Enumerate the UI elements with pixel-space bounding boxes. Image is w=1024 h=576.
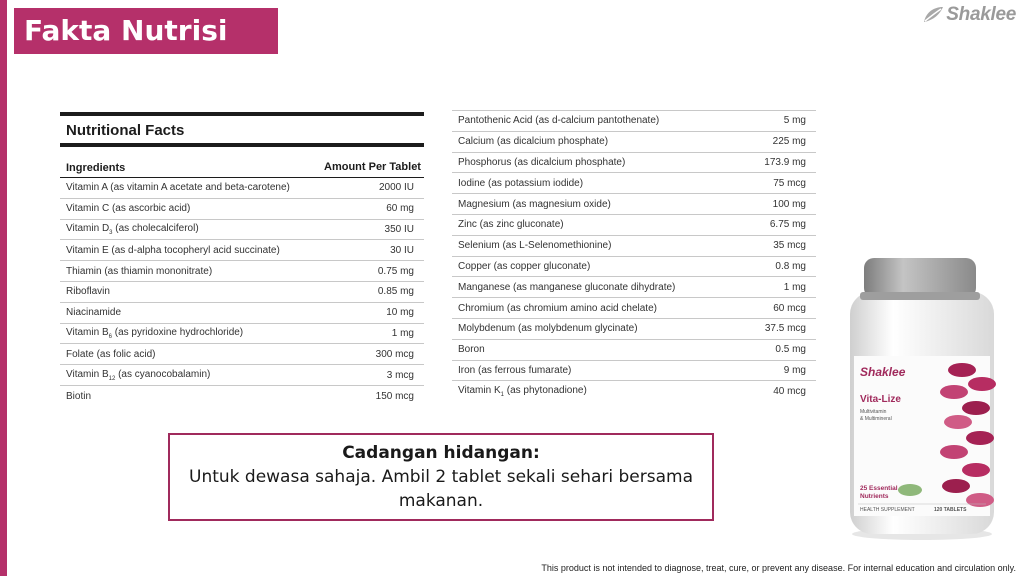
ingredient-name: Vitamin $B_6$ (as pyridoxine hydrochloride): [66, 326, 244, 340]
ingredient-amount: 0.75 mg: [377, 265, 414, 277]
table-row: [452, 111, 816, 132]
ingredient-name: Folate (as folic acid): [66, 348, 156, 360]
label-badge1: 25 Essential: [860, 485, 898, 492]
ingredient-amount: 60 mcg: [773, 302, 806, 314]
ingredient-name: Chromium (as chromium amino acid chelate): [458, 302, 657, 314]
table-row: [60, 178, 424, 199]
left-accent-bar: [0, 0, 7, 576]
ingredients-header: Ingredients: [66, 162, 126, 174]
table-row: [60, 324, 424, 345]
table-row: [60, 220, 424, 241]
ingredient-name: Zinc (as zinc gluconate): [458, 219, 564, 231]
table-row: [452, 257, 816, 278]
table-row: [452, 361, 816, 382]
ingredient-name: Vitamin $K_1$ (as phytonadione): [458, 385, 587, 399]
ingredient-name: Vitamin $D_3$ (as cholecalciferol): [66, 222, 199, 236]
ingredient-name: Boron: [458, 344, 485, 356]
label-badge2: Nutrients: [860, 493, 889, 500]
ingredient-name: Thiamin (as thiamin mononitrate): [66, 265, 213, 277]
ingredient-amount: 350 IU: [384, 223, 414, 235]
ingredient-name: Selenium (as L-Selenomethionine): [458, 240, 612, 252]
ingredient-amount: 75 mcg: [773, 177, 806, 189]
table-row: [452, 277, 816, 298]
nutrition-table-right: [452, 110, 816, 402]
ingredient-amount: 173.9 mg: [764, 156, 806, 168]
product-bottle-image: [842, 252, 1002, 542]
serving-title: Cadangan hidangan:: [342, 443, 540, 463]
table-row: [452, 215, 816, 236]
table-header: [60, 147, 424, 178]
ingredient-amount: 9 mg: [783, 364, 806, 376]
table-row: [60, 303, 424, 324]
ingredient-amount: 225 mg: [772, 136, 806, 148]
ingredient-amount: 5 mg: [783, 115, 806, 127]
ingredient-amount: 10 mg: [386, 307, 414, 319]
ingredient-amount: 40 mcg: [773, 386, 806, 398]
brand-logo: [922, 4, 1016, 26]
page-title: Fakta Nutrisi: [14, 8, 278, 54]
label-footer-left: HEALTH SUPPLEMENT: [860, 507, 915, 513]
ingredient-amount: 150 mcg: [375, 390, 414, 402]
table-row: [60, 344, 424, 365]
table-row: [452, 319, 816, 340]
table-row: [452, 153, 816, 174]
brand-name: Shaklee: [946, 4, 1016, 25]
table-body: [60, 178, 424, 407]
ingredient-name: Riboflavin: [66, 286, 110, 298]
nutrition-table-left: [60, 112, 424, 407]
nutrition-table-title: Nutritional Facts: [66, 122, 185, 139]
ingredient-amount: 3 mcg: [386, 369, 414, 381]
ingredient-name: Manganese (as manganese gluconate dihydrate): [458, 281, 676, 293]
label-brand: Shaklee: [860, 365, 906, 379]
ingredient-amount: 60 mg: [386, 203, 414, 215]
disclaimer-text: This product is not intended to diagnose, treat, cure, or prevent any disease. For internal education and circulation only.: [541, 563, 1016, 573]
ingredient-name: Iron (as ferrous fumarate): [458, 364, 572, 376]
ingredient-amount: 0.85 mg: [377, 286, 414, 298]
table-row: [60, 282, 424, 303]
table-row: [452, 173, 816, 194]
table-row: [60, 365, 424, 386]
label-product-name: Vita-Lize: [860, 394, 901, 405]
table-row: [60, 199, 424, 220]
ingredient-name: Phosphorus (as dicalcium phosphate): [458, 156, 626, 168]
serving-text: Untuk dewasa sahaja. Ambil 2 tablet sekali sehari bersama makanan.: [189, 467, 693, 511]
ingredient-amount: 0.8 mg: [775, 260, 806, 272]
ingredient-name: Vitamin $B_{12}$ (as cyanocobalamin): [66, 368, 211, 382]
ingredient-name: Niacinamide: [66, 307, 122, 319]
ingredient-name: Pantothenic Acid (as d-calcium pantothenate): [458, 115, 660, 127]
ingredient-name: Vitamin E (as d-alpha tocopheryl acid succinate): [66, 244, 280, 256]
shaklee-leaf-icon: [922, 6, 944, 24]
ingredient-amount: 300 mcg: [375, 348, 414, 360]
ingredient-name: Vitamin C (as ascorbic acid): [66, 203, 191, 215]
ingredient-name: Magnesium (as magnesium oxide): [458, 198, 611, 210]
table-row: [452, 132, 816, 153]
ingredient-amount: 0.5 mg: [775, 344, 806, 356]
table-row: [452, 236, 816, 257]
ingredient-amount: 1 mg: [783, 281, 806, 293]
ingredient-amount: 37.5 mcg: [764, 323, 806, 335]
amount-header: Amount Per Tablet: [324, 161, 421, 173]
ingredient-name: Vitamin A (as vitamin A acetate and beta-carotene): [66, 182, 290, 194]
ingredient-amount: 2000 IU: [378, 182, 414, 194]
ingredient-name: Biotin: [66, 390, 92, 402]
ingredient-amount: 1 mg: [391, 327, 414, 339]
label-line2: & Multimineral: [860, 416, 892, 422]
ingredient-name: Copper (as copper gluconate): [458, 260, 591, 272]
ingredient-amount: 100 mg: [772, 198, 806, 210]
ingredient-amount: 6.75 mg: [769, 219, 806, 231]
table-row: [60, 261, 424, 282]
serving-suggestion-box: [168, 433, 714, 521]
label-footer-right: 120 TABLETS: [934, 507, 967, 513]
ingredient-amount: 35 mcg: [773, 240, 806, 252]
table-row: [60, 386, 424, 407]
table-body: [452, 111, 816, 402]
table-row: [452, 381, 816, 402]
ingredient-name: Iodine (as potassium iodide): [458, 177, 584, 189]
ingredient-name: Calcium (as dicalcium phosphate): [458, 136, 609, 148]
label-line1: Multivitamin: [860, 409, 887, 415]
ingredient-name: Molybdenum (as molybdenum glycinate): [458, 323, 638, 335]
table-row: [452, 194, 816, 215]
table-row: [452, 340, 816, 361]
table-row: [60, 240, 424, 261]
table-row: [452, 298, 816, 319]
ingredient-amount: 30 IU: [390, 244, 414, 256]
